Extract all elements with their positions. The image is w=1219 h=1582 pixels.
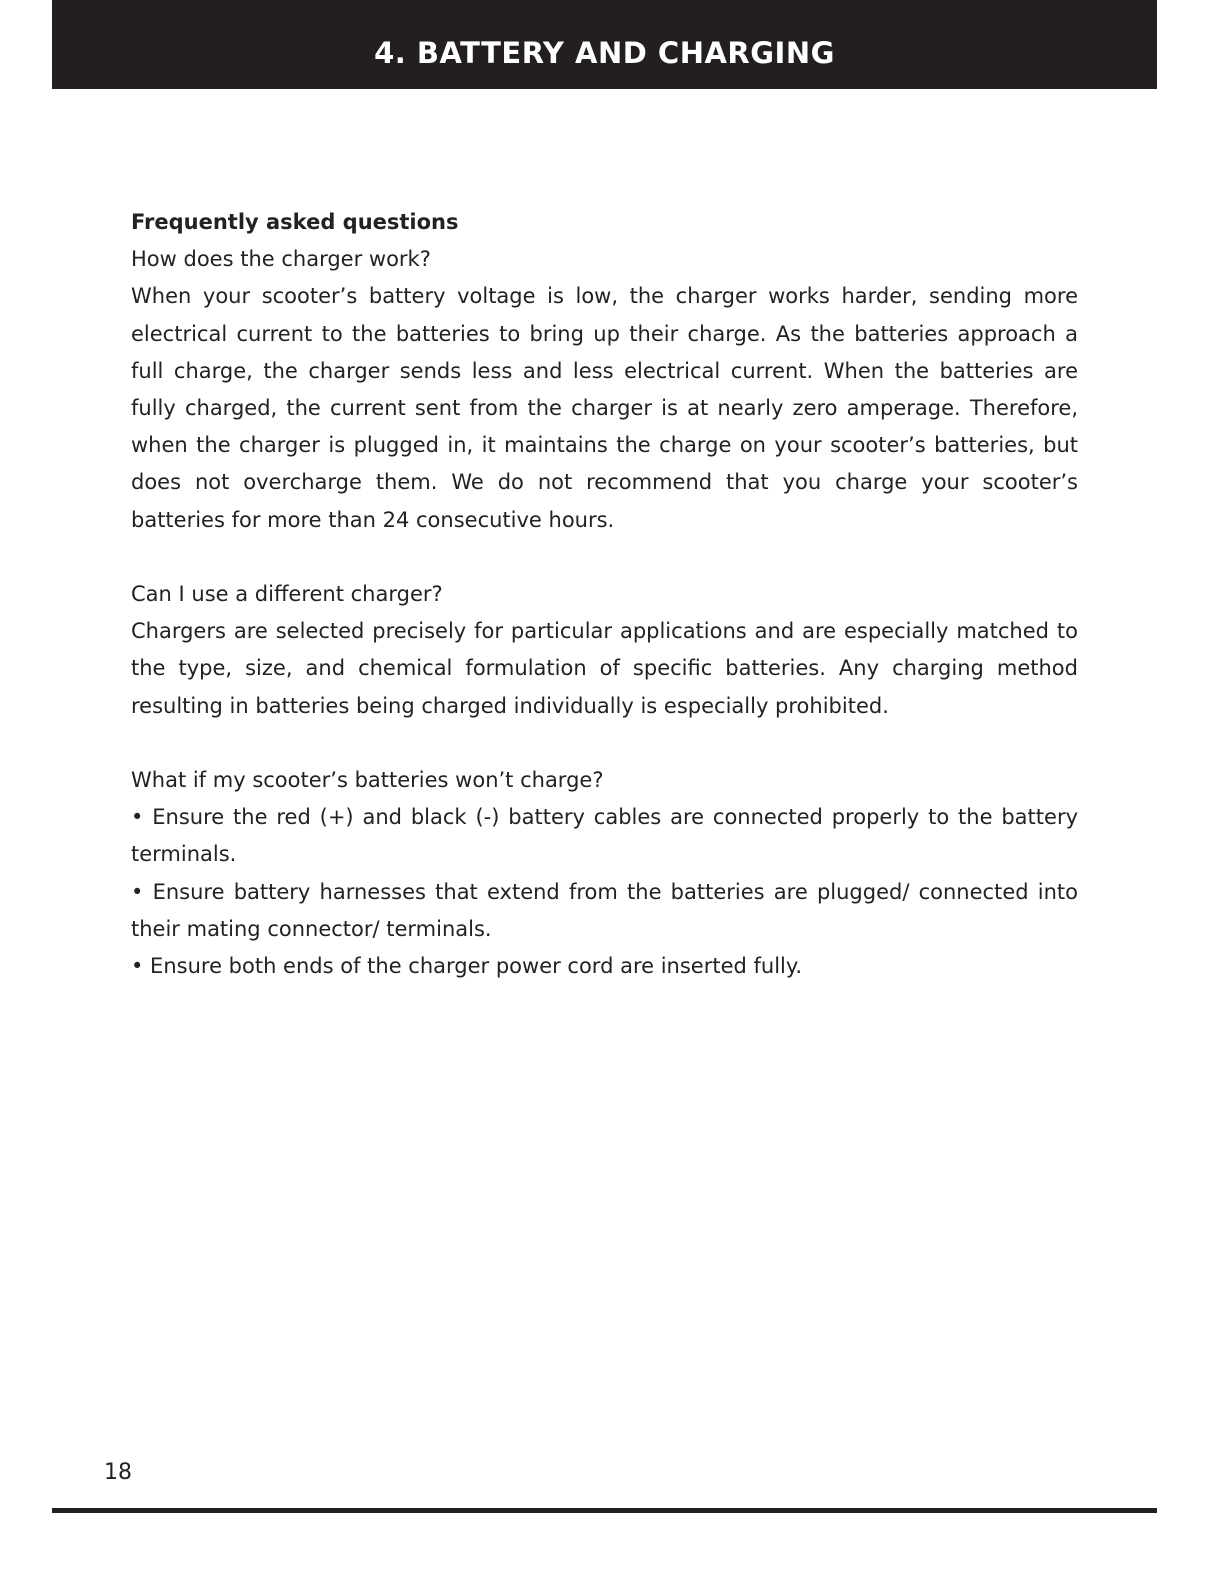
section-header-bar xyxy=(52,0,1157,89)
footer-divider xyxy=(52,1508,1157,1513)
faq-content xyxy=(131,204,1078,985)
page-number: 18 xyxy=(104,1460,132,1485)
faq-question-1: How does the charger work? xyxy=(131,247,431,272)
faq-answer-2: Chargers are selected precisely for particular applications and are especially matched to the type, size, and chemical formulation of specific batteries. Any charging method resulting in batteries being charged individually is especially prohibited. xyxy=(131,619,1078,718)
section-title: 4. BATTERY AND CHARGING xyxy=(374,36,835,70)
faq-bullet-item: • Ensure the red (+) and black (-) battery cables are connected properly to the battery terminals. xyxy=(131,805,1078,867)
faq-question-2: Can I use a different charger? xyxy=(131,582,443,607)
paragraph-gap xyxy=(131,725,1078,762)
faq-answer-1: When your scooter’s battery voltage is low, the charger works harder, sending more electrical current to the batteries to bring up their charge. As the batteries approach a full charge, the charger sends less and less electrical current. When the batteries are fully charged, the current sent from the charger is at nearly zero amperage. Therefore, when the charger is plugged in, it maintains the charge on your scooter’s batteries, but does not overcharge them. We do not recommend that you charge your scooter’s batteries for more than 24 consecutive hours. xyxy=(131,284,1078,532)
faq-heading: Frequently asked questions xyxy=(131,210,459,234)
paragraph-gap xyxy=(131,539,1078,576)
faq-question-3: What if my scooter’s batteries won’t charge? xyxy=(131,768,604,793)
faq-bullet-item: • Ensure both ends of the charger power cord are inserted fully. xyxy=(131,954,802,979)
faq-bullet-item: • Ensure battery harnesses that extend from the batteries are plugged/ connected into their mating connector/ terminals. xyxy=(131,879,1078,941)
